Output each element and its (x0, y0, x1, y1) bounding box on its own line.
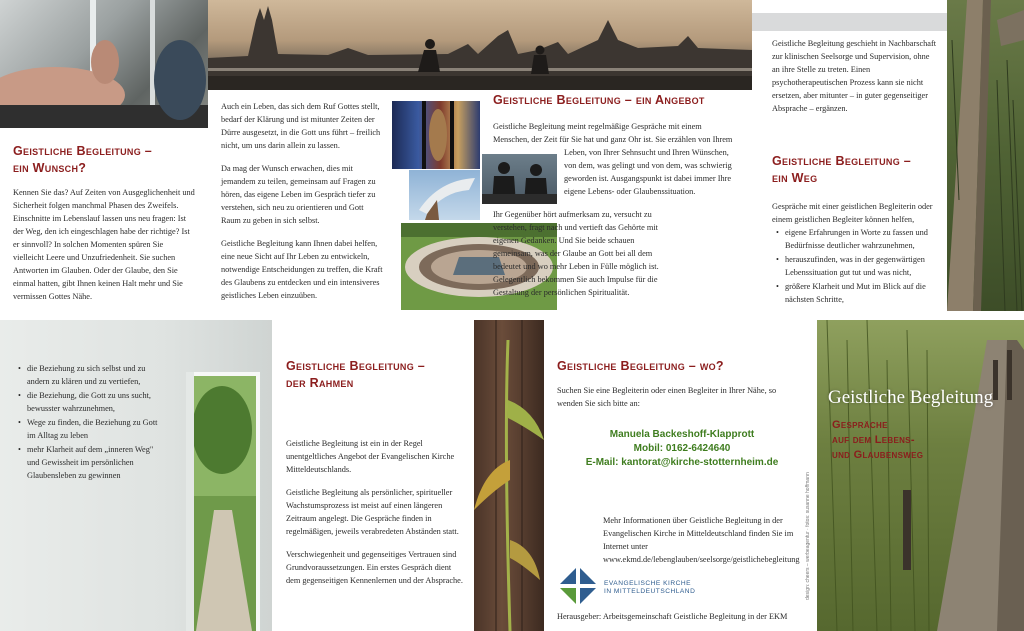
photo-sculpture (409, 170, 480, 220)
panel-wunsch (13, 143, 196, 313)
contact-name: Manuela Backeshoff-Klapprott (609, 429, 755, 440)
heading-wunsch: Geistliche Begleitung – ein Wunsch? (13, 144, 153, 175)
list-item: • größere Klarheit und Mut im Blick auf die nächsten Schritte, (776, 280, 939, 306)
paragraph-rahmen-2: Geistliche Begleitung als persönlicher, spiritueller Wachstumsprozess ist meist auf einen längeren Zeitraum angelegt. Die Gespräche finden in regelmäßigen, jeweils verabredeten Abständen statt. (286, 488, 459, 536)
photo-bus-hands (0, 0, 208, 128)
cover-title: Geistliche Begleitung (828, 387, 994, 408)
publisher-line: Herausgeber: Arbeitsgemeinschaft Geistliche Begleitung in der EKM (557, 612, 788, 621)
photo-boardwalk-top (947, 0, 1024, 311)
paragraph-leben-1: Auch ein Leben, das sich dem Ruf Gottes stellt, bedarf der Klärung und ist mitunter Zeiten der Dürre ausgesetzt, in die Gott uns führt – freilich nicht, um uns darin allein zu lassen. (221, 102, 381, 150)
heading-weg: Geistliche Begleitung – ein Weg (772, 154, 912, 185)
logo-line-1: EVANGELISCHE KIRCHE (604, 580, 692, 587)
cover-subtitle: Gespräche auf dem Lebens- und Glaubensweg (832, 419, 924, 461)
list-item: • herauszufinden, was in der gegenwärtigen Lebenssituation gut tut und was nicht, (776, 253, 939, 279)
paragraph-more-info: Mehr Informationen über Geistliche Begleitung in der Evangelischen Kirche in Mitteldeutschland finden Sie im Internet unter www.ekmd.de/lebenglauben/seelsorge/geistlichebegleitung (603, 516, 800, 564)
cover-photo-boardwalk (817, 320, 1024, 631)
paragraph-wo-intro: Suchen Sie eine Begleiterin oder einen Begleiter in Ihrer Nähe, so wenden Sie sich bitte an: (557, 386, 777, 408)
list-item: • eigene Erfahrungen in Worte zu fassen und Bedürfnisse deutlicher wahrzunehmen, (776, 226, 939, 252)
list-weg (776, 226, 939, 306)
panel-weg (772, 37, 939, 307)
design-credit: design: cheers – werbeagentur · fotos: susanne hoffmann (805, 472, 811, 600)
paragraph-nachbarschaft: Geistliche Begleitung geschieht in Nachbarschaft zur klinischen Seelsorge und Supervision, ohne an ihre Stelle zu treten. Einen psychotherapeutischen Prozess kann sie nicht ersetzen, aber mitunter – in guter gegenseitiger Absprache – ergänzen. (772, 39, 937, 113)
paragraph-leben-3: Geistliche Begleitung kann Ihnen dabei helfen, eine neue Sicht auf Ihr Leben zu entwickeln, notwendige Entscheidungen zu treffen, die Kraft des Glaubens zu entdecken und ein intensiveres geistliches Leben einzuüben. (221, 239, 383, 300)
contact-phone[interactable]: Mobil: 0162-6424640 (633, 443, 731, 454)
photo-skyline (208, 0, 752, 90)
paragraph-angebot-indent: Leben, von Ihrer Sehnsucht und Ihren Wünschen, von dem, was gelingt und von dem, was schwierig geworden ist. Ausgangspunkt ist dabei immer Ihre eigene Lebens- oder Glaubenssituation. (564, 148, 732, 196)
paragraph-rahmen-1: Geistliche Begleitung ist ein in der Regel unentgeltliches Angebot der Evangelischen Kirche Mitteldeutschlands. (286, 439, 455, 474)
list-item: • Wege zu finden, die Beziehung zu Gott im Alltag zu leben (18, 416, 166, 442)
ekm-cross-icon (560, 568, 596, 604)
heading-wo: Geistliche Begleitung – wo? (557, 359, 724, 373)
paragraph-rahmen-3: Verschwiegenheit und gegenseitiges Vertrauen sind Grundvoraussetzungen. Ein erstes Gespräch dient dem gegenseitigen Kennenlernen und der Absprache. (286, 550, 463, 585)
website-link[interactable]: www.ekmd.de/lebenglauben/seelsorge/geistlichebegleitung (603, 555, 800, 564)
paragraph-angebot-intro: Geistliche Begleitung meint regelmäßige Gespräche mit einem Menschen, der Zeit für Sie hat und ganz Ohr ist. Sie erzählen von Ihrem (493, 122, 733, 144)
heading-rahmen: Geistliche Begleitung – der Rahmen (286, 359, 426, 390)
panel-rahmen (286, 358, 466, 597)
photo-stained-glass (392, 101, 480, 169)
panel-beziehung (18, 362, 166, 483)
paragraph-weg-lead: Gespräche mit einer geistlichen Begleiterin oder einem geistlichen Begleiter können helfen, (772, 202, 933, 224)
list-item: • die Beziehung, die Gott zu uns sucht, bewusster wahrzunehmen, (18, 389, 166, 415)
photo-plant (474, 320, 544, 631)
contact-block (557, 428, 807, 470)
list-item: • die Beziehung zu sich selbst und zu andern zu klären und zu vertiefen, (18, 362, 166, 388)
heading-angebot: Geistliche Begleitung – ein Angebot (493, 93, 705, 107)
paragraph-angebot-body: Ihr Gegenüber hört aufmerksam zu, versucht zu verstehen, fragt nach und vertieft das Gehörte mit eigenen Gedanken. Und Sie beide schauen gemeinsam, was der Glaube an Gott bei all dem bedeutet und wo mehr Leben in Fülle möglich ist. Gelegentlich bekommen Sie auch Impulse für die Gestaltung der persönlichen Spiritualität. (493, 210, 659, 297)
grey-band (752, 13, 947, 31)
panel-angebot (493, 92, 747, 299)
ekm-logo (560, 568, 720, 606)
list-item: • mehr Klarheit auf dem „inneren Weg" und Gewissheit im persönlichen Glaubensleben zu gewinnen (18, 443, 166, 482)
paragraph-leben-2: Da mag der Wunsch erwachen, dies mit jemandem zu teilen, gemeinsam auf Fragen zu hören, das eigene Leben im Gespräch tiefer zu verstehen, sich neu zu orientieren und Gott Raum zu geben in sich selbst. (221, 164, 376, 225)
paragraph-wunsch: Kennen Sie das? Auf Zeiten von Ausgeglichenheit und Sicherheit folgen manchmal Phasen des Zweifels. Einschnitte im Lebenslauf lassen uns neu fragen: Ist der Weg, den ich eingeschlagen habe der richtige? Ist er sinnvoll? In solchen Momenten spüren Sie vielleicht Leere und Unzufriedenheit. Sie suchen Antworten im Glauben. Oder der Glaube, den Sie einmal hatten, gibt Ihnen keinen Halt mehr und Sie vermissen Gottes Nähe. (13, 188, 195, 301)
contact-email[interactable]: E-Mail: kantorat@kirche-stotternheim.de (585, 457, 779, 468)
logo-line-2: IN MITTELDEUTSCHLAND (604, 588, 696, 595)
panel-leben (221, 100, 385, 312)
panel-wo (557, 358, 807, 566)
